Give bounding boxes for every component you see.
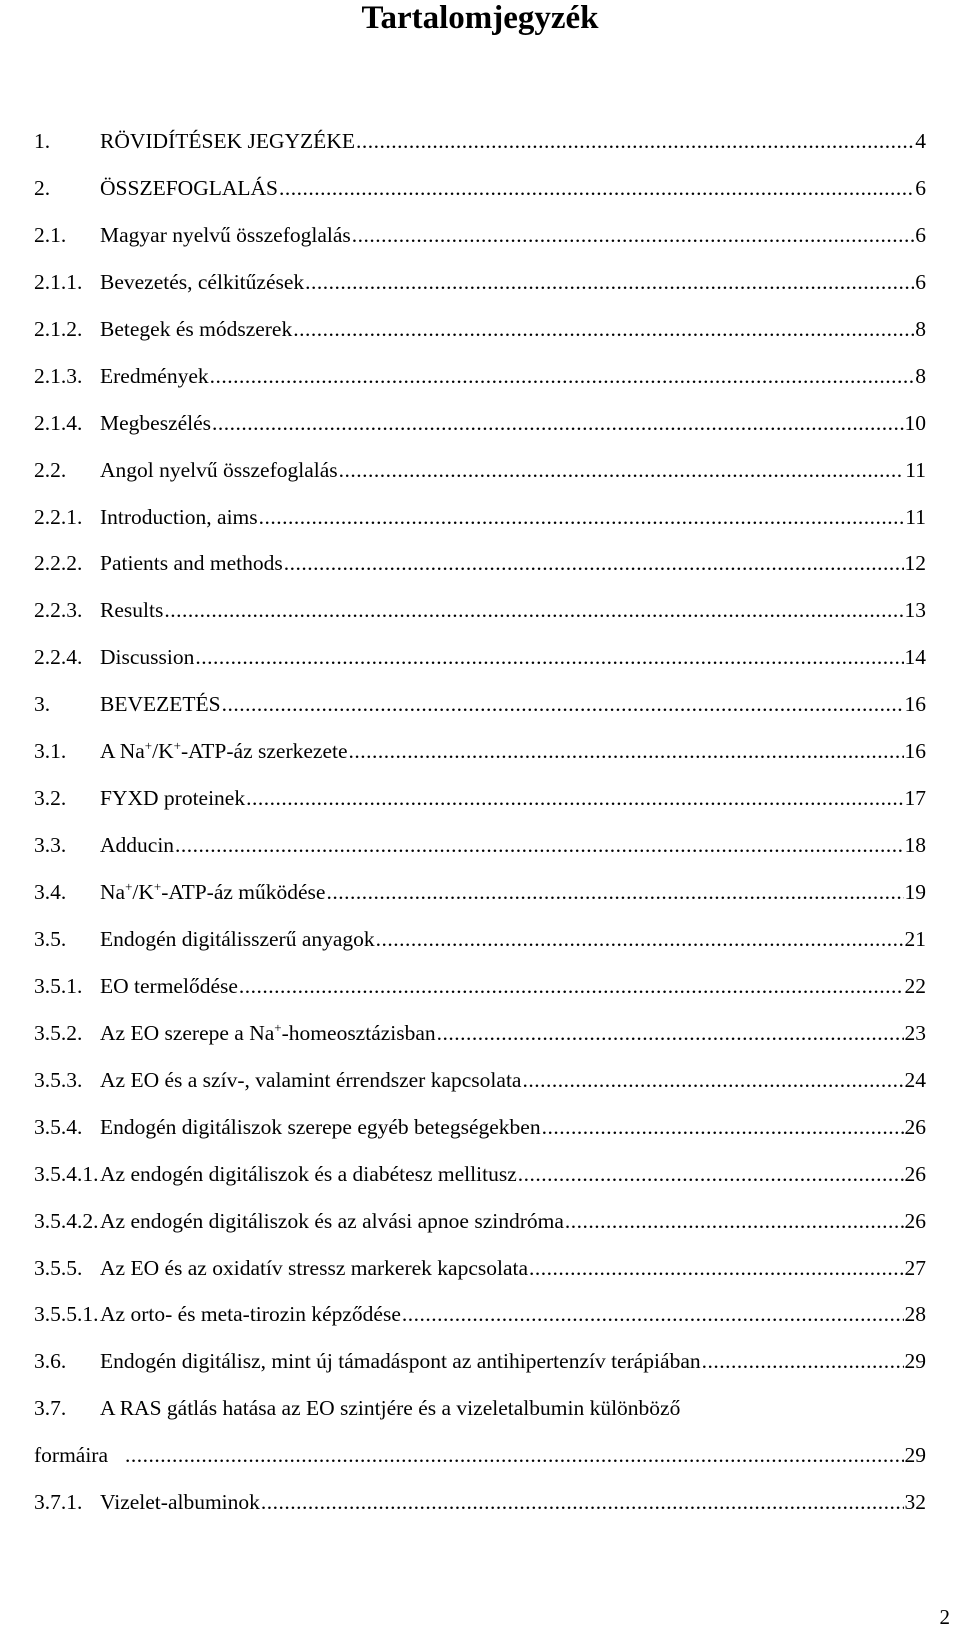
toc-section-number: 3.5.3. [34, 1067, 83, 1092]
toc-entry[interactable] [34, 1338, 926, 1385]
toc-section-number: 3.5.5. [34, 1255, 83, 1280]
toc-entry-row [100, 869, 926, 916]
toc-entry[interactable] [34, 681, 926, 728]
toc-section-number: 1. [34, 129, 51, 153]
toc-dot-leader [529, 1245, 903, 1292]
toc-page-number: 24 [904, 1067, 926, 1092]
toc-dot-leader [349, 728, 904, 775]
superscript-plus: + [173, 738, 181, 754]
toc-section-number: 2.1.3. [34, 363, 83, 388]
toc-entry[interactable] [34, 916, 926, 963]
toc-entry-text: Endogén digitálisz, mint új támadáspont az antihipertenzív terápiában [100, 1349, 701, 1374]
toc-page-number: 16 [904, 692, 926, 717]
toc-dot-leader [376, 916, 904, 963]
toc-entry-text: Az EO szerepe a Na [100, 1020, 275, 1045]
toc-entry-label [100, 1057, 521, 1104]
toc-entry-row [100, 259, 926, 306]
toc-entry-row [100, 1010, 926, 1057]
toc-entry-label [100, 540, 283, 587]
toc-entry-row [100, 353, 926, 400]
toc-page-number: 4 [915, 129, 926, 153]
toc-entry-text: /K [152, 739, 174, 764]
toc-page-number: 13 [904, 598, 926, 623]
superscript-plus: + [125, 879, 133, 894]
toc-entry-label [100, 353, 209, 400]
toc-entry-text: Az orto- és meta-tirozin képződése [100, 1302, 401, 1327]
toc-entry-label [100, 916, 375, 963]
toc-entry[interactable] [34, 869, 926, 916]
toc-entry[interactable] [34, 1245, 926, 1292]
toc-entry-row [100, 1245, 926, 1292]
toc-entry-label [100, 1104, 541, 1151]
toc-dot-leader [222, 681, 904, 728]
toc-entry[interactable] [34, 1432, 926, 1479]
toc-entry-row [100, 1291, 926, 1338]
toc-entry[interactable] [34, 306, 926, 353]
toc-section-number: 3.2. [34, 786, 67, 811]
toc-entry-row [100, 681, 926, 728]
toc-entry-row [100, 822, 926, 869]
toc-page-number: 8 [915, 363, 926, 388]
toc-entry-text: Discussion [100, 645, 195, 670]
toc-entry[interactable] [34, 118, 926, 165]
toc-entry-row [100, 634, 926, 681]
toc-entry-text: A RAS gátlás hatása az EO szintjére és a vizeletalbumin különböző [100, 1396, 681, 1421]
toc-entry-text: Vizelet-albuminok [100, 1490, 260, 1515]
toc-section-number: 3.5.1. [34, 973, 83, 998]
toc-entry-text: Introduction, aims [100, 504, 258, 529]
toc-entry-text: FYXD proteinek [100, 786, 246, 811]
toc-dot-leader [175, 822, 903, 869]
toc-page-number: 6 [915, 222, 926, 247]
toc-entry-label [100, 165, 278, 212]
toc-section-number: 3.7. [34, 1396, 67, 1421]
toc-entry-row [100, 212, 926, 259]
toc-section-number: 3.5.2. [34, 1020, 83, 1045]
toc-section-number: 2.1. [34, 222, 67, 247]
toc-entry-row [100, 306, 926, 353]
toc-page-number: 14 [904, 645, 926, 670]
toc-dot-leader [246, 775, 903, 822]
toc-section-number: 2.2.1. [34, 504, 83, 529]
toc-section-number: 3.5.4.2. [34, 1208, 99, 1233]
toc-entry[interactable] [34, 1479, 926, 1526]
toc-entry-row [100, 1198, 926, 1245]
toc-section-number: 2.1.2. [34, 316, 83, 341]
toc-entry-text: Bevezetés, célkitűzések [100, 269, 305, 294]
toc-entry-row [100, 1385, 926, 1432]
toc-entry-text: -ATP-áz szerkezete [180, 739, 348, 764]
toc-entry[interactable] [34, 728, 926, 775]
toc-dot-leader [259, 494, 905, 541]
toc-page-number: 10 [904, 410, 926, 435]
toc-entry-text: -homeosztázisban [281, 1020, 436, 1045]
toc-dot-leader [565, 1198, 904, 1245]
toc-entry[interactable] [34, 447, 926, 494]
toc-entry-text: Angol nyelvű összefoglalás [100, 457, 338, 482]
toc-entry[interactable] [34, 1198, 926, 1245]
toc-entry-row [100, 118, 926, 165]
toc-entry-text: -ATP-áz működése [161, 880, 326, 904]
toc-entry-text: EO termelődése [100, 973, 238, 998]
toc-page-number: 18 [904, 833, 926, 858]
toc-entry-text: Az endogén digitáliszok és az alvási apnoe szindróma [100, 1208, 564, 1233]
toc-entry-label [100, 728, 348, 775]
toc-entry-label [100, 400, 211, 447]
toc-entry-label [100, 1010, 436, 1057]
toc-entry-text: Az endogén digitáliszok és a diabétesz mellitusz [100, 1161, 517, 1186]
toc-entry-label [100, 447, 338, 494]
toc-page-number: 19 [904, 880, 926, 904]
toc-entry[interactable] [34, 353, 926, 400]
toc-entry-label [100, 259, 304, 306]
toc-entry-label [100, 634, 194, 681]
toc-dot-leader [305, 259, 914, 306]
toc-entry[interactable] [34, 1151, 926, 1198]
toc-page-number: 26 [904, 1208, 926, 1233]
toc-entry-text: /K [132, 880, 154, 904]
toc-section-number: 2.2.4. [34, 645, 83, 670]
toc-entry[interactable] [34, 1104, 926, 1151]
superscript-plus: + [274, 1019, 282, 1035]
superscript-plus: + [153, 879, 162, 894]
toc-entry-label [100, 775, 245, 822]
toc-section-number: 2.2. [34, 457, 67, 482]
toc-entry-label [100, 587, 163, 634]
toc-section-number: 3.6. [34, 1349, 67, 1374]
toc-section-number: 3.4. [34, 880, 67, 904]
toc-entry-text: Na [100, 880, 126, 904]
page-number: 2 [939, 1605, 950, 1629]
toc-entry[interactable] [34, 634, 926, 681]
toc-entry[interactable] [34, 1385, 926, 1432]
toc-entry-row [100, 587, 926, 634]
toc-section-number: 3.1. [34, 739, 67, 764]
toc-entry-label [100, 1479, 260, 1526]
toc-page-number: 8 [915, 316, 926, 341]
toc-entry[interactable] [34, 775, 926, 822]
toc-entry[interactable] [34, 540, 926, 587]
toc-entry[interactable] [34, 963, 926, 1010]
toc-dot-leader [212, 400, 903, 447]
toc-dot-leader [356, 118, 914, 165]
toc-section-number: 2.2.3. [34, 598, 83, 623]
toc-section-number: 3. [34, 692, 51, 717]
toc-dot-leader [261, 1479, 904, 1526]
toc-entry-row [34, 1432, 926, 1479]
toc-entry[interactable] [34, 494, 926, 541]
toc-entry-text: Eredmények [100, 363, 209, 388]
toc-entry-text: Endogén digitálisszerű anyagok [100, 926, 375, 951]
toc-section-number: 2.1.4. [34, 410, 83, 435]
toc-dot-leader [164, 587, 903, 634]
toc-page-number: 32 [904, 1490, 926, 1515]
table-of-contents [34, 118, 926, 1526]
toc-page-number: 17 [904, 786, 926, 811]
toc-dot-leader [125, 1432, 903, 1479]
toc-entry-text: Adducin [100, 833, 175, 858]
toc-entry[interactable] [34, 1057, 926, 1104]
toc-section-number: 3.5.5.1. [34, 1302, 99, 1327]
toc-entry-row [100, 494, 926, 541]
toc-entry-label [100, 306, 292, 353]
toc-entry[interactable] [34, 212, 926, 259]
toc-entry[interactable] [34, 165, 926, 212]
toc-entry-label [100, 963, 238, 1010]
toc-dot-leader [339, 447, 905, 494]
toc-entry-label [100, 1338, 701, 1385]
toc-entry-label [100, 494, 258, 541]
page-title: Tartalomjegyzék [361, 0, 599, 36]
toc-entry-label [100, 118, 355, 165]
toc-entry-row [100, 775, 926, 822]
toc-page-number: 12 [904, 551, 926, 576]
toc-entry[interactable] [34, 587, 926, 634]
toc-entry[interactable] [34, 822, 926, 869]
toc-entry-label [100, 1151, 517, 1198]
toc-entry-row [100, 1104, 926, 1151]
toc-entry-text: BEVEZETÉS [100, 692, 221, 717]
toc-entry-text: Az EO és a szív-, valamint érrendszer kapcsolata [100, 1067, 522, 1092]
toc-entry-text: ÖSSZEFOGLALÁS [100, 175, 278, 200]
toc-entry-text: Betegek és módszerek [100, 316, 293, 341]
toc-entry-row [100, 1057, 926, 1104]
toc-dot-leader [293, 306, 914, 353]
toc-entry-row [100, 447, 926, 494]
toc-section-number: 2.1.1. [34, 269, 83, 294]
toc-entry-row [100, 400, 926, 447]
toc-entry-label [100, 869, 325, 916]
toc-page-number: 29 [904, 1349, 926, 1374]
toc-dot-leader [702, 1338, 904, 1385]
toc-entry-label [100, 1385, 680, 1432]
toc-page-number: 11 [905, 504, 926, 529]
toc-entry-row [100, 916, 926, 963]
toc-page-number: 28 [904, 1302, 926, 1327]
toc-page-number: 26 [904, 1114, 926, 1139]
toc-dot-leader [239, 963, 904, 1010]
toc-entry-text: RÖVIDÍTÉSEK JEGYZÉKE [100, 129, 355, 153]
toc-entry[interactable] [34, 1010, 926, 1057]
toc-section-number: 3.7.1. [34, 1490, 83, 1515]
toc-entry-label [100, 1198, 564, 1245]
toc-section-number: 3.5.4. [34, 1114, 83, 1139]
toc-page-number: 6 [915, 269, 926, 294]
toc-page-number: 21 [904, 926, 926, 951]
toc-dot-leader [437, 1010, 904, 1057]
toc-section-number: 3.5.4.1. [34, 1161, 99, 1186]
toc-entry-row [100, 728, 926, 775]
toc-dot-leader [195, 634, 903, 681]
toc-page-number: 26 [904, 1161, 926, 1186]
toc-entry[interactable] [34, 400, 926, 447]
toc-section-number: 2. [34, 175, 51, 200]
toc-entry-row [100, 1338, 926, 1385]
toc-entry-text: Megbeszélés [100, 410, 212, 435]
toc-dot-leader [542, 1104, 904, 1151]
toc-entry-text: Magyar nyelvű összefoglalás [100, 222, 351, 247]
toc-entry-label [100, 822, 174, 869]
toc-entry-row [100, 1151, 926, 1198]
toc-page-number: 23 [904, 1020, 926, 1045]
toc-entry-label [100, 1291, 401, 1338]
toc-dot-leader [326, 869, 903, 916]
toc-page-number: 27 [904, 1255, 926, 1280]
toc-dot-leader [402, 1291, 904, 1338]
toc-entry-text: Results [100, 598, 164, 623]
toc-dot-leader [518, 1151, 904, 1198]
toc-entry-label [100, 212, 351, 259]
toc-section-number: 3.3. [34, 833, 67, 858]
toc-entry-label: formáira [34, 1443, 109, 1468]
toc-entry-row [100, 1479, 926, 1526]
superscript-plus: + [144, 738, 153, 754]
toc-page-number: 29 [904, 1443, 926, 1468]
toc-entry-row [100, 963, 926, 1010]
toc-entry-row [100, 540, 926, 587]
toc-entry-label [100, 1245, 528, 1292]
toc-dot-leader [284, 540, 904, 587]
toc-entry[interactable] [34, 1291, 926, 1338]
toc-page-number: 11 [905, 457, 926, 482]
toc-dot-leader [210, 353, 915, 400]
toc-page-number: 16 [904, 739, 926, 764]
toc-entry-row [100, 165, 926, 212]
toc-dot-leader [279, 165, 914, 212]
toc-dot-leader [522, 1057, 903, 1104]
toc-entry-text: A Na [100, 739, 145, 764]
toc-entry-text: Patients and methods [100, 551, 283, 576]
toc-entry-text: Endogén digitáliszok szerepe egyéb betegségekben [100, 1114, 541, 1139]
toc-page-number: 6 [915, 175, 926, 200]
toc-dot-leader [352, 212, 914, 259]
toc-section-number: 2.2.2. [34, 551, 83, 576]
toc-entry[interactable] [34, 259, 926, 306]
toc-entry-label [100, 681, 221, 728]
toc-section-number: 3.5. [34, 926, 67, 951]
toc-page-number: 22 [904, 973, 926, 998]
toc-entry-text: Az EO és az oxidatív stressz markerek kapcsolata [100, 1255, 529, 1280]
